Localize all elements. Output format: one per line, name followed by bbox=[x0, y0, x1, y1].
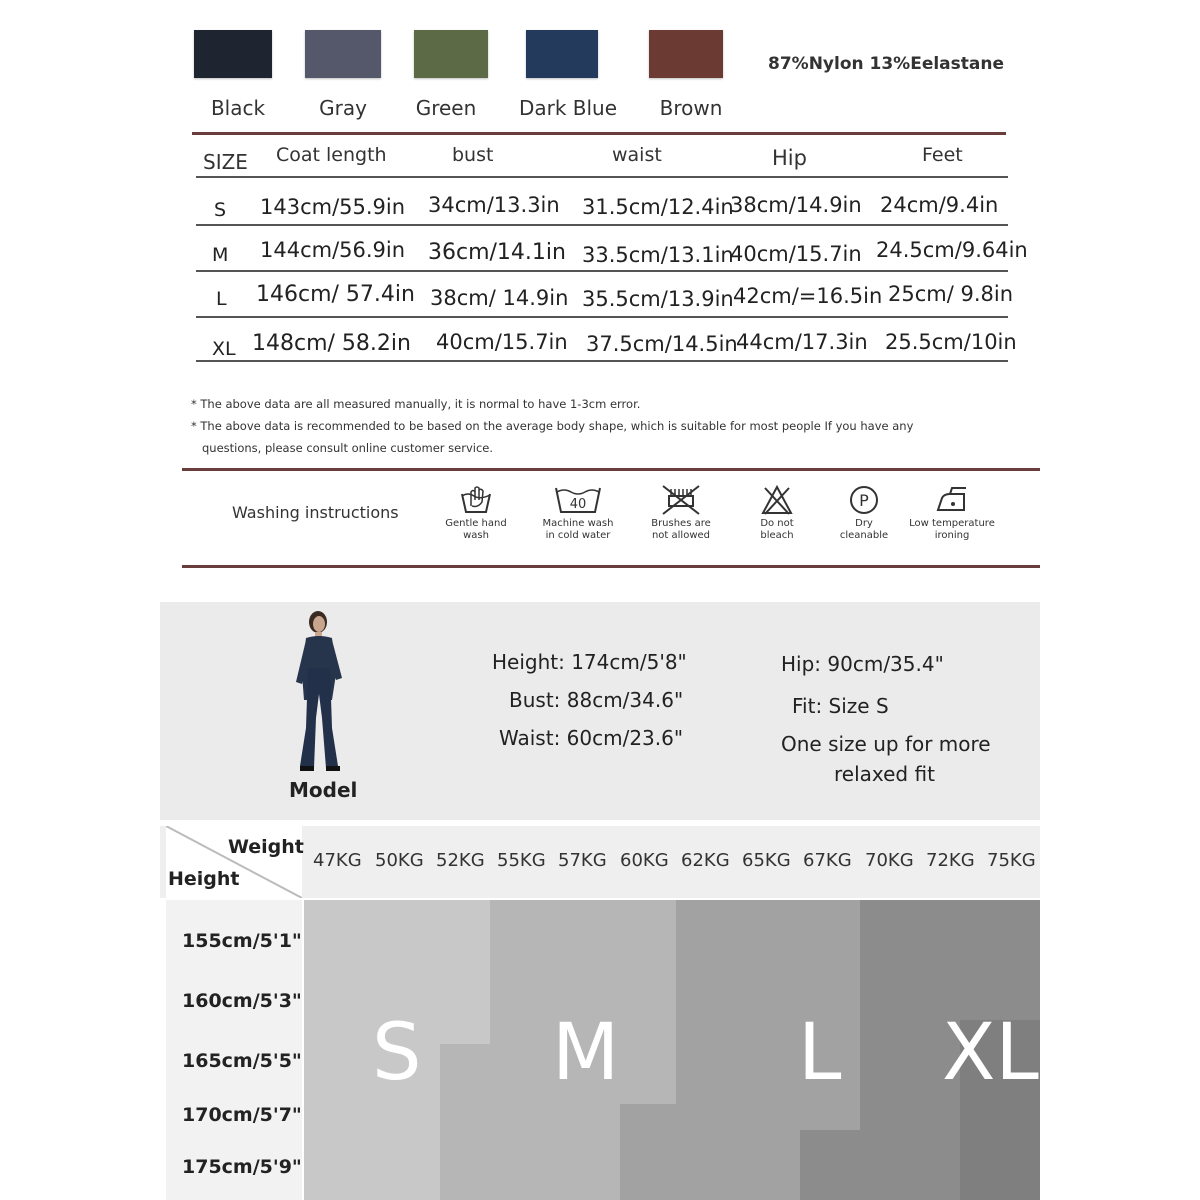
swatch-brown[interactable] bbox=[649, 30, 723, 78]
model-fit: Fit: Size S bbox=[792, 694, 889, 718]
cell-feet: 25cm/ 9.8in bbox=[888, 282, 1014, 306]
cell-hip: 40cm/15.7in bbox=[730, 242, 862, 266]
swatch-green[interactable] bbox=[414, 30, 488, 78]
wash-item-machine-wash bbox=[530, 484, 626, 542]
height-axis-label: Height bbox=[168, 868, 240, 890]
height-value: 155cm/5'1" bbox=[182, 930, 302, 952]
swatch-label-black: Black bbox=[210, 96, 266, 120]
header-bust: bust bbox=[452, 144, 494, 166]
header-feet: Feet bbox=[922, 144, 963, 166]
note-contact: questions, please consult online customer service. bbox=[202, 441, 494, 455]
cell-coat-length: 148cm/ 58.2in bbox=[252, 331, 411, 356]
cell-coat-length: 146cm/ 57.4in bbox=[256, 282, 415, 307]
weight-axis-label: Weight bbox=[228, 836, 304, 858]
table-rule bbox=[196, 224, 1008, 226]
cell-feet: 25.5cm/10in bbox=[885, 330, 1017, 354]
cell-hip: 38cm/14.9in bbox=[730, 193, 862, 217]
hand-wash-icon bbox=[458, 484, 494, 516]
wash-item-low-iron bbox=[904, 484, 1000, 542]
weight-value: 57KG bbox=[558, 850, 607, 871]
size-zone-l-step bbox=[620, 1104, 676, 1200]
weight-value: 72KG bbox=[926, 850, 975, 871]
cell-waist: 35.5cm/13.9in bbox=[582, 287, 734, 311]
wash-label: Brushes are not allowed bbox=[651, 518, 711, 541]
cell-feet: 24.5cm/9.64in bbox=[876, 238, 1028, 262]
dry-clean-icon bbox=[847, 484, 881, 516]
size-zone-m-step bbox=[440, 1044, 490, 1200]
cell-waist: 37.5cm/14.5in bbox=[586, 332, 738, 356]
wash-label: Machine wash in cold water bbox=[542, 518, 614, 541]
model-bust: Bust: 88cm/34.6" bbox=[509, 688, 684, 712]
weight-value: 65KG bbox=[742, 850, 791, 871]
wash-label: Low temperature ironing bbox=[909, 518, 995, 541]
table-rule bbox=[196, 316, 1008, 318]
weight-value: 75KG bbox=[987, 850, 1036, 871]
note-recommendation: * The above data is recommended to be based on the average body shape, which is suitable for most people If you have any bbox=[191, 419, 914, 433]
size-label-m: M bbox=[552, 1008, 620, 1098]
table-rule bbox=[196, 270, 1008, 272]
washing-title: Washing instructions bbox=[232, 503, 399, 522]
model-photo bbox=[282, 608, 358, 774]
no-bleach-icon bbox=[760, 484, 794, 516]
table-rule bbox=[196, 176, 1008, 178]
height-value: 170cm/5'7" bbox=[182, 1104, 302, 1126]
row-size: L bbox=[216, 288, 227, 310]
wash-item-dry-clean bbox=[816, 484, 912, 542]
weight-value: 60KG bbox=[620, 850, 669, 871]
header-hip: Hip bbox=[772, 146, 807, 170]
size-label-l: L bbox=[798, 1008, 842, 1098]
note-measurement: * The above data are all measured manually, it is normal to have 1-3cm error. bbox=[191, 397, 641, 411]
cell-bust: 34cm/13.3in bbox=[428, 193, 560, 217]
model-height: Height: 174cm/5'8" bbox=[492, 650, 687, 674]
cell-waist: 31.5cm/12.4in bbox=[582, 195, 734, 219]
weight-value: 62KG bbox=[681, 850, 730, 871]
model-waist: Waist: 60cm/23.6" bbox=[499, 726, 684, 750]
weight-value: 47KG bbox=[313, 850, 362, 871]
wash-item-hand-wash bbox=[428, 484, 524, 542]
wash-label: Dry cleanable bbox=[839, 518, 889, 541]
material-composition: 87%Nylon 13%Eelastane bbox=[768, 54, 1005, 74]
weight-value: 55KG bbox=[497, 850, 546, 871]
no-brush-icon bbox=[659, 484, 703, 516]
height-value: 165cm/5'5" bbox=[182, 1050, 302, 1072]
weight-value: 67KG bbox=[803, 850, 852, 871]
swatch-black[interactable] bbox=[194, 30, 272, 78]
size-label-s: S bbox=[372, 1008, 422, 1098]
model-hip: Hip: 90cm/35.4" bbox=[781, 652, 944, 676]
row-size: XL bbox=[212, 338, 236, 360]
model-label: Model bbox=[289, 778, 358, 802]
header-size: SIZE bbox=[203, 150, 248, 174]
svg-text:40: 40 bbox=[569, 497, 587, 512]
cell-waist: 33.5cm/13.1in bbox=[582, 243, 734, 267]
swatch-gray[interactable] bbox=[305, 30, 381, 78]
swatch-label-brown: Brown bbox=[659, 96, 723, 120]
cell-coat-length: 143cm/55.9in bbox=[260, 195, 406, 219]
swatch-label-gray: Gray bbox=[319, 96, 367, 120]
header-coat-length: Coat length bbox=[276, 144, 387, 166]
cell-hip: 42cm/=16.5in bbox=[733, 284, 883, 308]
cell-hip: 44cm/17.3in bbox=[736, 330, 868, 354]
wash-item-no-brush bbox=[633, 484, 729, 542]
height-value: 175cm/5'9" bbox=[182, 1156, 302, 1178]
machine-wash-40-icon bbox=[552, 484, 604, 516]
cell-bust: 36cm/14.1in bbox=[428, 240, 566, 265]
cell-bust: 38cm/ 14.9in bbox=[430, 286, 569, 310]
height-value: 160cm/5'3" bbox=[182, 990, 302, 1012]
svg-text:P: P bbox=[859, 491, 869, 510]
row-size: S bbox=[214, 199, 227, 221]
weight-value: 52KG bbox=[436, 850, 485, 871]
wash-label: Do not bleach bbox=[760, 518, 794, 541]
table-bottom-rule bbox=[196, 360, 1008, 362]
fit-advice-cont: relaxed fit bbox=[834, 762, 935, 786]
weight-value: 70KG bbox=[865, 850, 914, 871]
size-zone-xl-step bbox=[800, 1130, 860, 1200]
low-iron-icon bbox=[932, 484, 972, 516]
swatch-label-dark-blue: Dark Blue bbox=[518, 96, 618, 120]
cell-bust: 40cm/15.7in bbox=[436, 330, 568, 354]
wash-item-no-bleach bbox=[729, 484, 825, 542]
row-size: M bbox=[212, 244, 229, 266]
size-label-xl: XL bbox=[942, 1008, 1039, 1098]
header-waist: waist bbox=[612, 144, 662, 166]
swatch-label-green: Green bbox=[415, 96, 477, 120]
wash-label: Gentle hand wash bbox=[445, 518, 507, 541]
cell-feet: 24cm/9.4in bbox=[880, 193, 999, 217]
fit-advice: One size up for more bbox=[781, 732, 991, 756]
weight-value: 50KG bbox=[375, 850, 424, 871]
table-top-rule bbox=[192, 132, 1006, 135]
cell-coat-length: 144cm/56.9in bbox=[260, 238, 406, 262]
swatch-dark-blue[interactable] bbox=[526, 30, 598, 78]
